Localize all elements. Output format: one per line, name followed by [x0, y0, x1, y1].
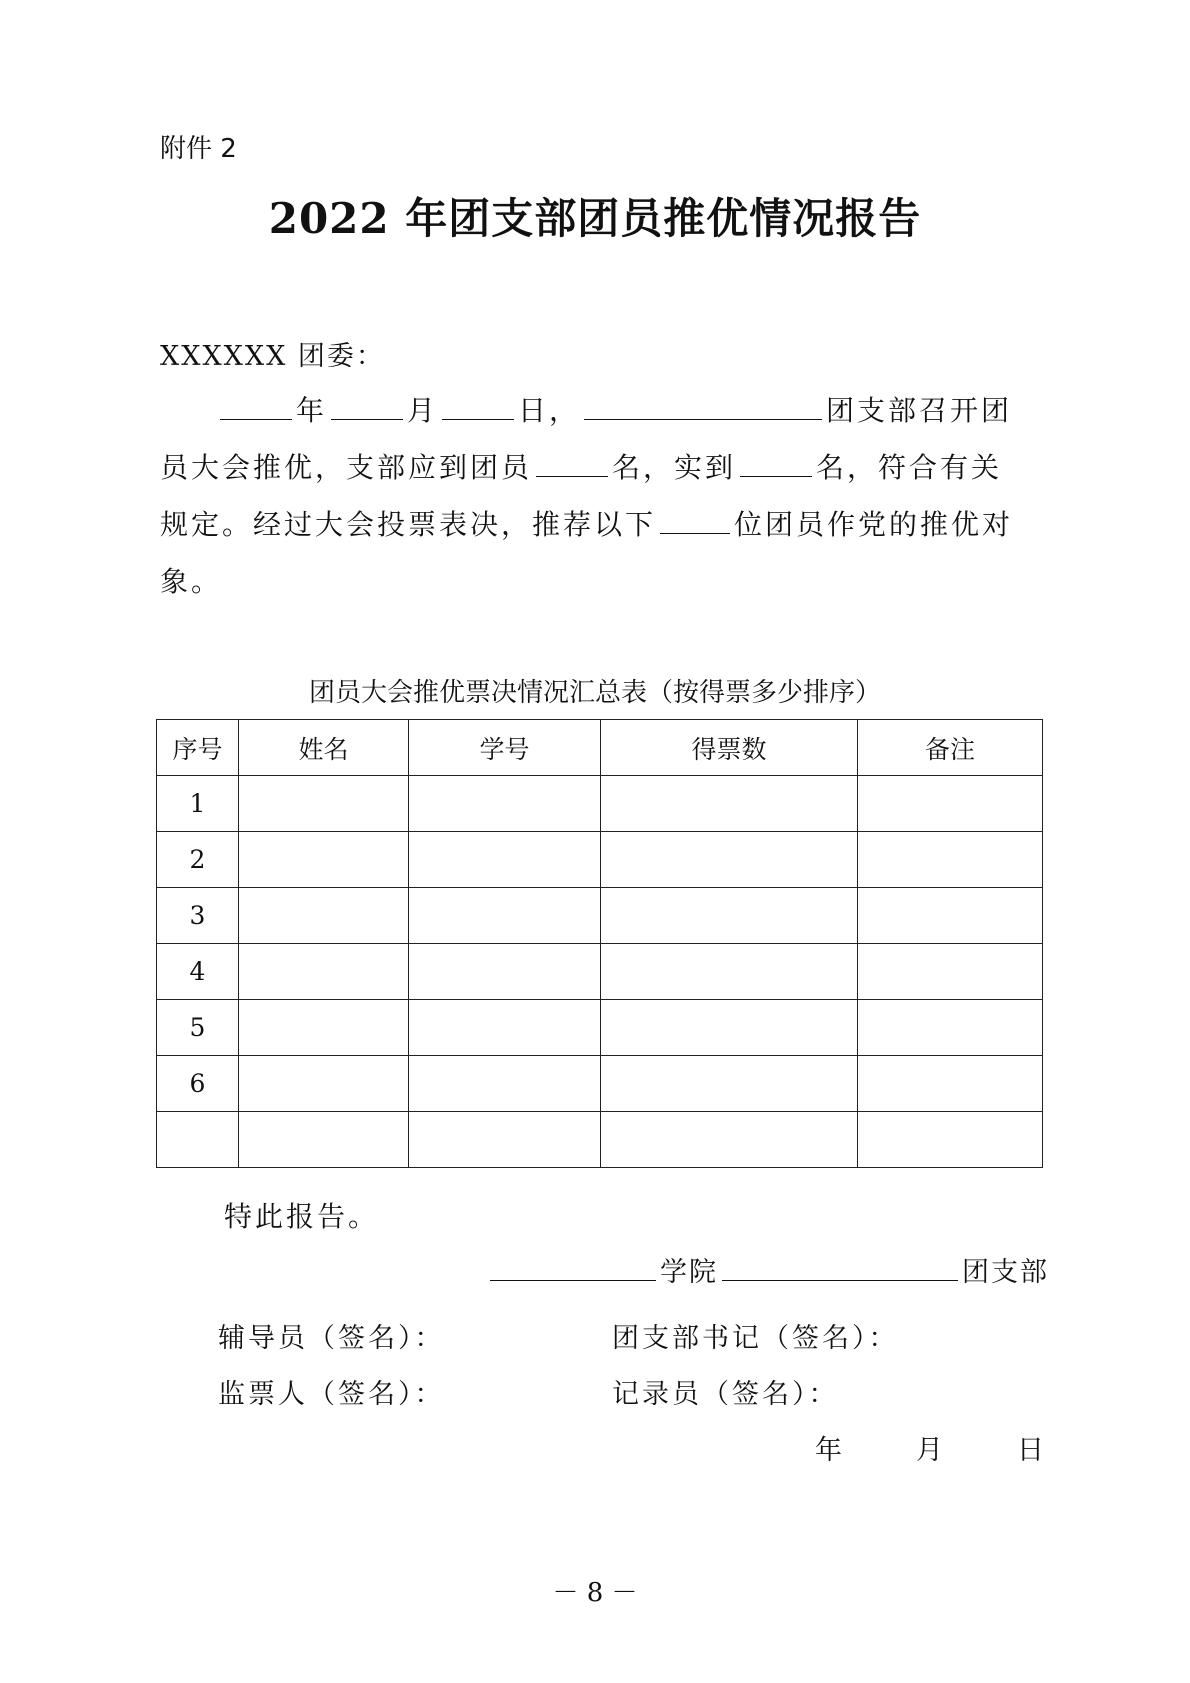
paragraph-line-2	[160, 439, 1035, 496]
cell-votes	[601, 1000, 858, 1056]
date-month: 月	[916, 1435, 943, 1466]
cell-votes	[601, 776, 858, 832]
cell-student-id	[409, 1000, 601, 1056]
line2-text-a: 员大会推优，支部应到团员	[160, 451, 533, 484]
date-day: 日	[1017, 1435, 1044, 1466]
table-row	[157, 944, 1043, 1000]
signing-date	[815, 1428, 1044, 1467]
header-votes: 得票数	[601, 720, 858, 776]
cell-name	[239, 776, 409, 832]
date-year: 年	[815, 1435, 842, 1466]
cell-remarks	[858, 888, 1043, 944]
attachment-label: 附件 2	[160, 134, 237, 164]
cell-student-id	[409, 944, 601, 1000]
document-title: 2022 年团支部团员推优情况报告	[268, 194, 922, 243]
vote-monitor-signature: 监票人（签名）：	[218, 1379, 445, 1410]
table-row	[157, 888, 1043, 944]
salutation: XXXXXX 团委：	[160, 341, 385, 372]
counselor-signature: 辅导员（签名）：	[218, 1323, 445, 1354]
recorder-signature: 记录员（签名）：	[612, 1379, 839, 1410]
college-branch-line	[490, 1250, 1049, 1289]
paragraph-line-3	[160, 496, 1035, 553]
header-index: 序号	[157, 720, 239, 776]
cell-votes	[601, 832, 858, 888]
branch-text: 团支部	[962, 1257, 1049, 1288]
header-remarks: 备注	[858, 720, 1043, 776]
table-row	[157, 776, 1043, 832]
cell-name	[239, 832, 409, 888]
cell-remarks	[858, 1112, 1043, 1168]
cell-remarks	[858, 1000, 1043, 1056]
line3-text-b: 位团员作党的推优对	[734, 508, 1014, 541]
cell-student-id	[409, 776, 601, 832]
table-row	[157, 1112, 1043, 1168]
table-caption: 团员大会推优票决情况汇总表（按得票多少排序）	[308, 678, 881, 708]
cell-index: 6	[157, 1056, 239, 1112]
cell-index: 2	[157, 832, 239, 888]
page-number: － 8 －	[552, 1578, 638, 1608]
cell-student-id	[409, 1112, 601, 1168]
college-text: 学院	[660, 1257, 718, 1288]
branch-name-blank	[722, 1250, 958, 1281]
line1-tail-text: 团支部召开团	[826, 394, 1013, 427]
year-blank	[220, 389, 292, 420]
day-text: 日，	[518, 394, 581, 427]
cell-name	[239, 1000, 409, 1056]
cell-index	[157, 1112, 239, 1168]
college-blank	[490, 1250, 656, 1281]
paragraph-line-1	[160, 382, 1035, 439]
cell-votes	[601, 1056, 858, 1112]
cell-remarks	[858, 832, 1043, 888]
year-text: 年	[296, 394, 328, 427]
cell-student-id	[409, 832, 601, 888]
branch-blank	[584, 389, 822, 420]
vote-summary-table	[156, 719, 1043, 1168]
secretary-signature: 团支部书记（签名）：	[612, 1323, 899, 1354]
line3-text-a: 规定。经过大会投票表决，推荐以下	[160, 508, 657, 541]
cell-remarks	[858, 1056, 1043, 1112]
cell-votes	[601, 1112, 858, 1168]
cell-index: 3	[157, 888, 239, 944]
table-row	[157, 832, 1043, 888]
header-name: 姓名	[239, 720, 409, 776]
cell-votes	[601, 944, 858, 1000]
cell-name	[239, 888, 409, 944]
cell-name	[239, 1112, 409, 1168]
table-row	[157, 1000, 1043, 1056]
actual-count-blank	[740, 446, 812, 477]
cell-index: 4	[157, 944, 239, 1000]
cell-index: 5	[157, 1000, 239, 1056]
cell-student-id	[409, 888, 601, 944]
cell-index: 1	[157, 776, 239, 832]
cell-name	[239, 944, 409, 1000]
cell-remarks	[858, 944, 1043, 1000]
report-paragraph	[160, 382, 1035, 610]
cell-votes	[601, 888, 858, 944]
day-blank	[442, 389, 514, 420]
table-header-row	[157, 720, 1043, 776]
month-blank	[331, 389, 403, 420]
line2-text-b: 名，实到	[612, 451, 737, 484]
header-student-id: 学号	[409, 720, 601, 776]
paragraph-line-4: 象。	[160, 565, 223, 598]
month-text: 月	[407, 394, 439, 427]
expected-count-blank	[536, 446, 608, 477]
cell-name	[239, 1056, 409, 1112]
line2-text-c: 名，符合有关	[816, 451, 1003, 484]
cell-student-id	[409, 1056, 601, 1112]
recommended-count-blank	[660, 503, 730, 534]
cell-remarks	[858, 776, 1043, 832]
table-row	[157, 1056, 1043, 1112]
closing-remark: 特此报告。	[224, 1200, 380, 1233]
